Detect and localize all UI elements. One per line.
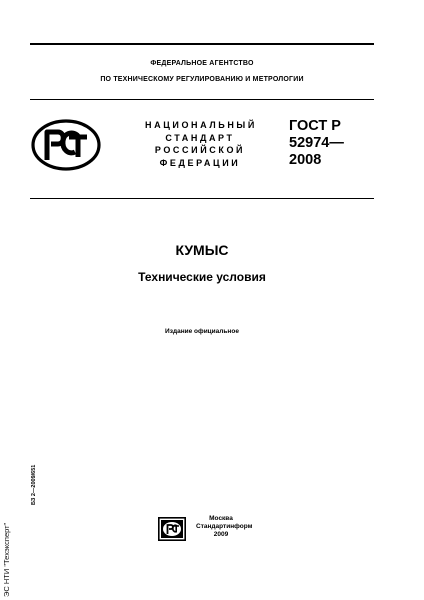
publisher-logo-icon [158, 517, 186, 541]
national-line-4: ФЕДЕРАЦИИ [159, 157, 241, 168]
publisher-city: Москва [209, 515, 233, 522]
national-line-2: СТАНДАРТ [165, 132, 235, 143]
gost-year: 2008 [289, 152, 322, 168]
national-line-1: НАЦИОНАЛЬНЫЙ [145, 120, 257, 130]
gost-number [289, 118, 344, 169]
rst-logo-icon [31, 119, 101, 171]
gost-prefix: ГОСТ Р [289, 118, 341, 134]
edition-note: Издание официальное [165, 328, 239, 335]
agency-line-1: ФЕДЕРАЛЬНОЕ АГЕНТСТВО [150, 60, 254, 67]
agency-line-2: ПО ТЕХНИЧЕСКОМУ РЕГУЛИРОВАНИЮ И МЕТРОЛОГИИ [100, 76, 304, 83]
side-code: БЗ 2—2009/651 [31, 464, 37, 505]
document-subtitle: Технические условия [138, 270, 266, 284]
publisher-block [196, 515, 253, 539]
national-line-3: РОССИЙСКОЙ [154, 145, 246, 155]
standard-divider [30, 198, 374, 199]
national-standard-block [145, 119, 255, 169]
side-watermark: ЭС НТИ "Техэксперт" [2, 522, 11, 597]
header-divider [30, 99, 374, 100]
publisher-name: Стандартинформ [196, 523, 253, 530]
gost-code: 52974— [289, 135, 344, 151]
document-title: КУМЫС [175, 242, 229, 258]
publisher-year: 2009 [213, 531, 229, 538]
top-rule [30, 43, 374, 45]
